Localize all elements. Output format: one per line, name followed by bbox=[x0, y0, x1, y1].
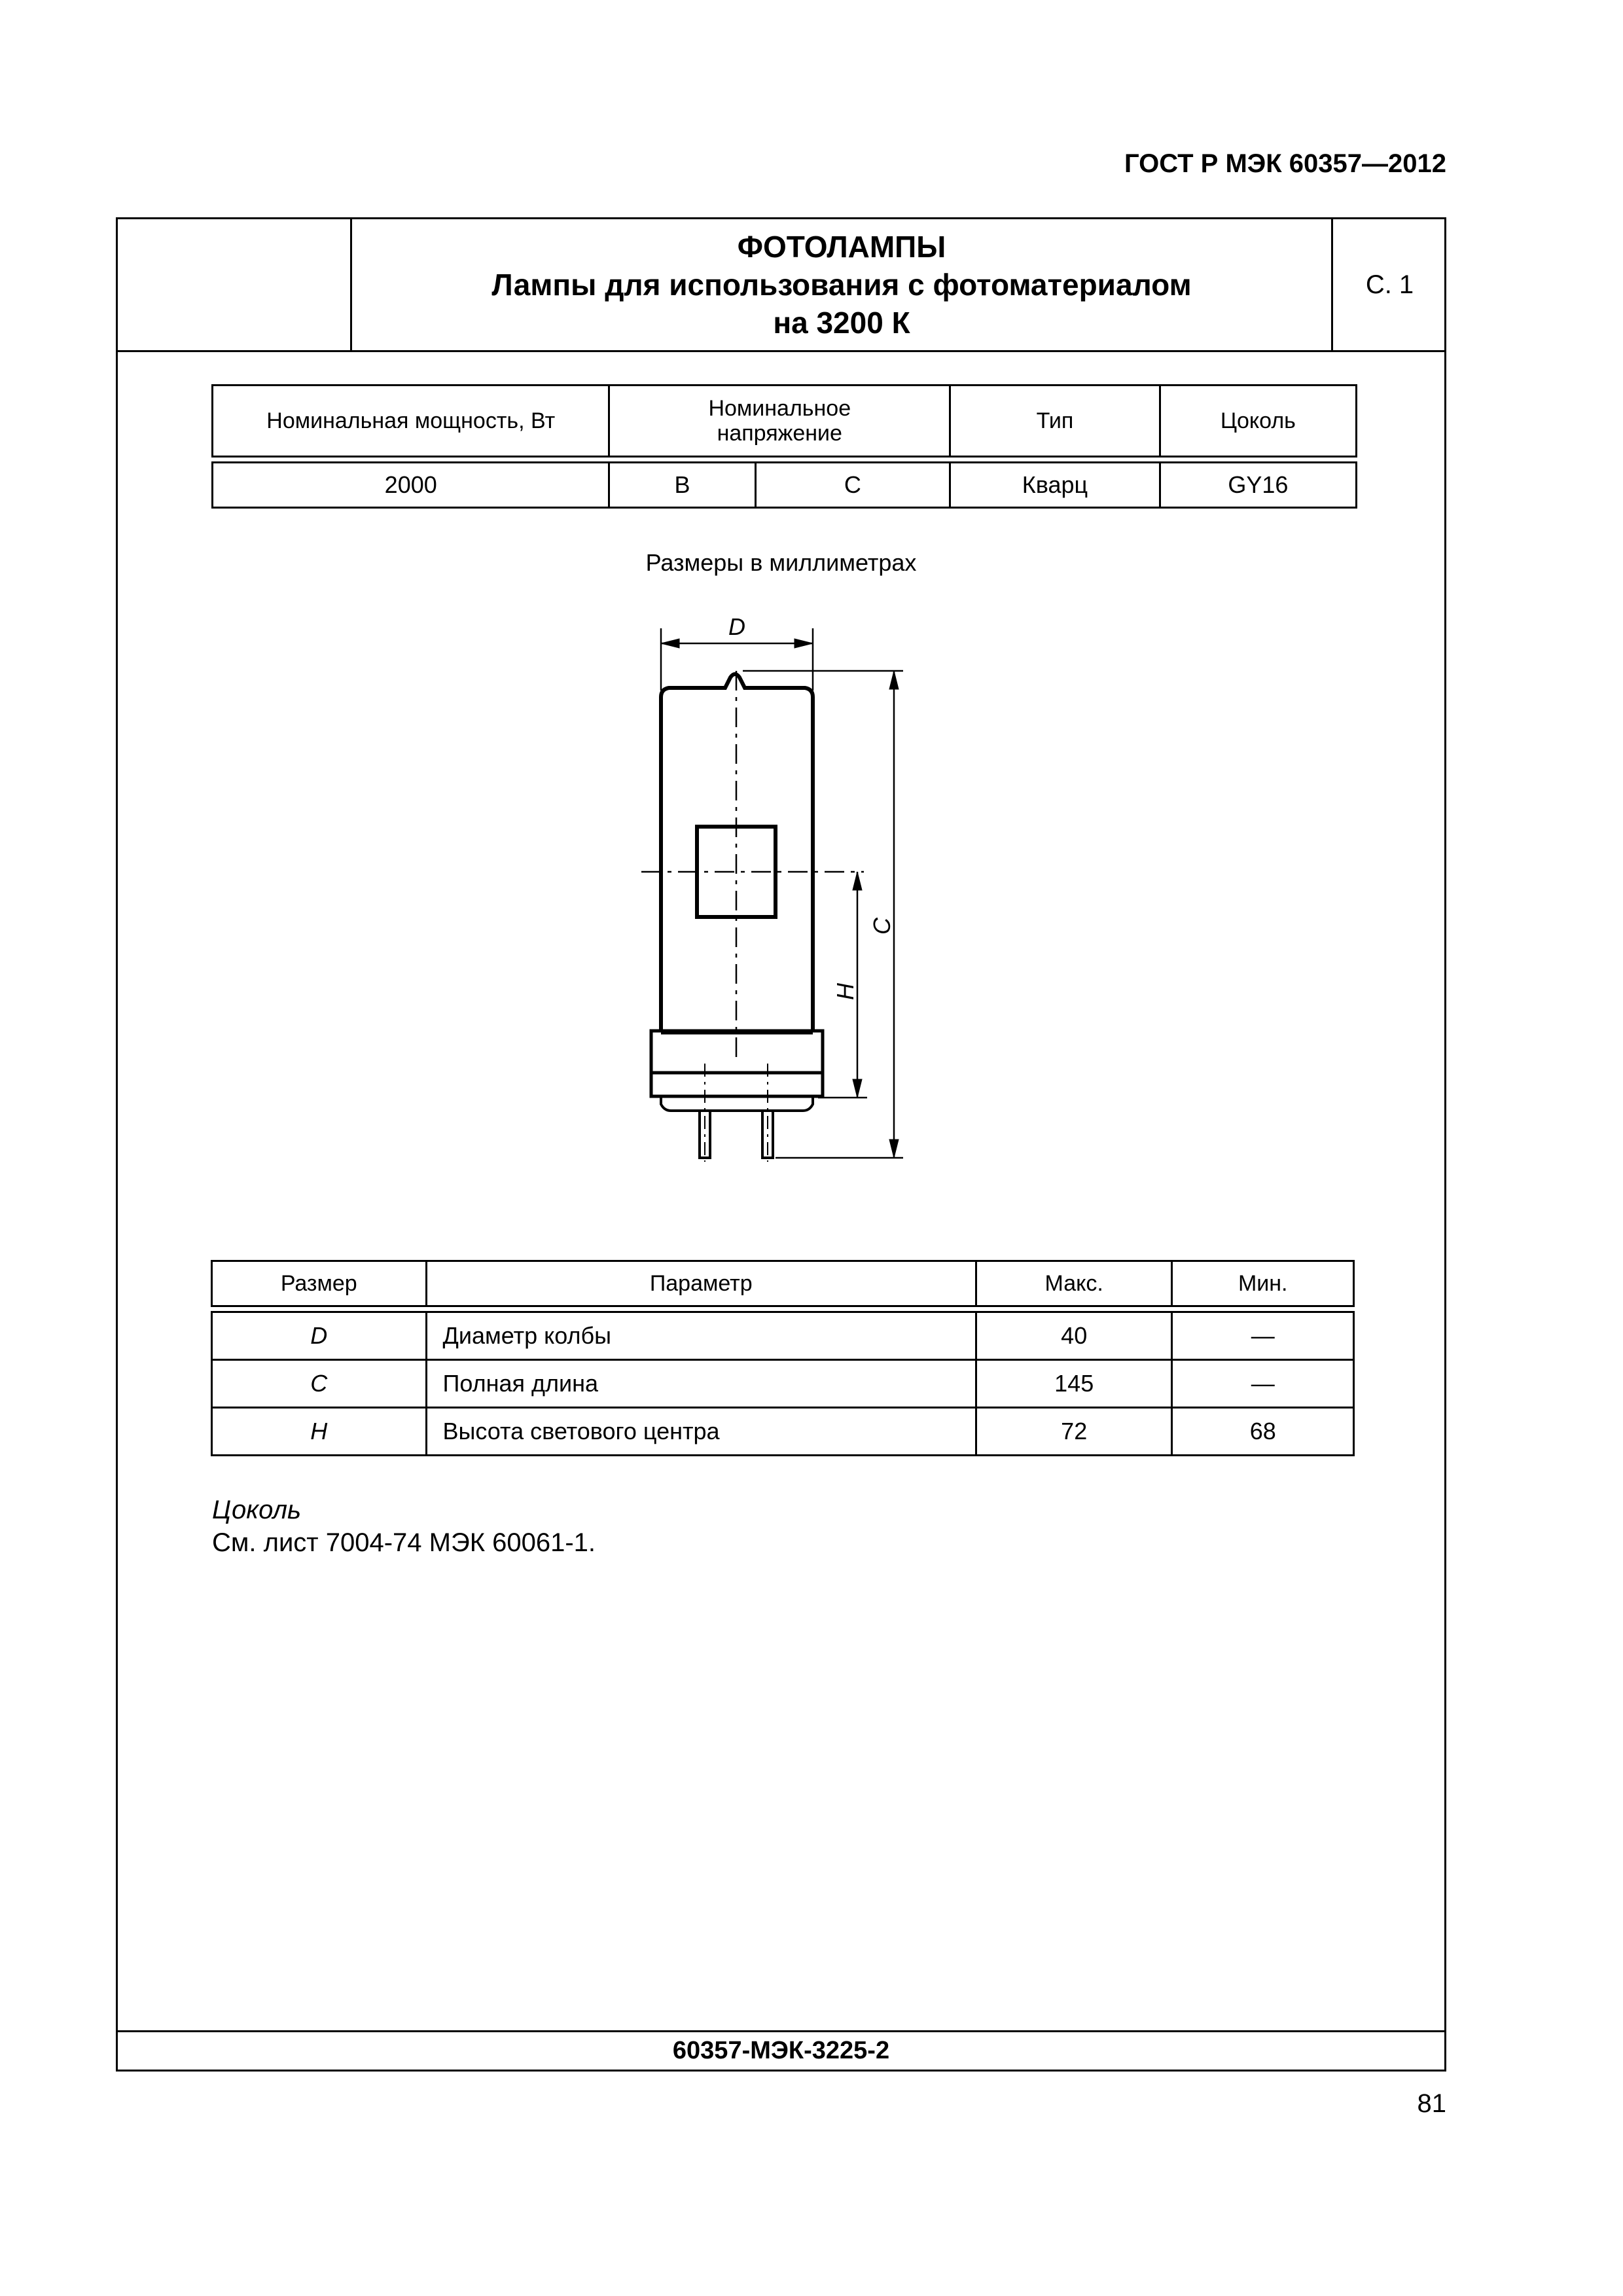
note-text: См. лист 7004-74 МЭК 60061-1. bbox=[212, 1528, 596, 1557]
table-row bbox=[212, 1312, 1354, 1360]
row-param: Полная длина bbox=[426, 1360, 976, 1408]
c-arrow-bottom bbox=[889, 1139, 899, 1158]
specs-value-base: GY16 bbox=[1160, 463, 1356, 508]
lamp-drawing bbox=[118, 219, 1444, 2070]
specs-header-voltage: Номинальное напряжение bbox=[609, 386, 950, 457]
title-line-3: на 3200 К bbox=[773, 306, 910, 340]
h-label: H bbox=[832, 983, 859, 1000]
row-min: — bbox=[1172, 1312, 1354, 1360]
table-row bbox=[212, 1408, 1354, 1456]
title-line-2: Лампы для использования с фотоматериалом bbox=[491, 268, 1192, 302]
c-arrow-top bbox=[889, 671, 899, 689]
d-label: D bbox=[728, 613, 745, 640]
h-arrow-bottom bbox=[853, 1079, 862, 1098]
row-param: Диаметр колбы bbox=[426, 1312, 976, 1360]
row-size: C bbox=[212, 1360, 427, 1408]
drawing-caption: Размеры в миллиметрах bbox=[645, 549, 917, 576]
note-title: Цоколь bbox=[212, 1496, 302, 1524]
dimensions-spacer bbox=[212, 1306, 1354, 1312]
dimensions-header-param: Параметр bbox=[426, 1261, 976, 1306]
sheet-footer-code: 60357-МЭК-3225-2 bbox=[118, 2030, 1444, 2070]
specs-header-type: Тип bbox=[950, 386, 1160, 457]
row-max: 72 bbox=[976, 1408, 1172, 1456]
row-size: H bbox=[212, 1408, 427, 1456]
row-max: 40 bbox=[976, 1312, 1172, 1360]
specs-header-power: Номинальная мощность, Вт bbox=[213, 386, 609, 457]
datasheet-frame bbox=[116, 217, 1446, 2072]
spacer-cell bbox=[212, 1306, 1354, 1312]
title-line-1: ФОТОЛАМПЫ bbox=[737, 230, 946, 264]
document-code: ГОСТ Р МЭК 60357—2012 bbox=[1124, 149, 1446, 178]
d-arrow-left bbox=[661, 639, 679, 648]
specs-value-voltage-c: C bbox=[755, 463, 950, 508]
row-min: 68 bbox=[1172, 1408, 1354, 1456]
dimensions-table bbox=[211, 1260, 1355, 1456]
dimensions-header-size: Размер bbox=[212, 1261, 427, 1306]
specs-value-voltage-b: B bbox=[609, 463, 755, 508]
page-number: 81 bbox=[1417, 2089, 1446, 2118]
table-row bbox=[212, 1360, 1354, 1408]
specs-header-base: Цоколь bbox=[1160, 386, 1356, 457]
dimensions-header-row bbox=[212, 1261, 1354, 1306]
row-size: D bbox=[212, 1312, 427, 1360]
dimensions-header-min: Мин. bbox=[1172, 1261, 1354, 1306]
row-max: 145 bbox=[976, 1360, 1172, 1408]
c-label: C bbox=[868, 918, 895, 935]
sheet-number: С. 1 bbox=[1331, 219, 1446, 350]
dimensions-header-max: Макс. bbox=[976, 1261, 1172, 1306]
specs-value-power: 2000 bbox=[213, 463, 609, 508]
base-lower bbox=[651, 1073, 823, 1096]
row-param: Высота светового центра bbox=[426, 1408, 976, 1456]
h-arrow-top bbox=[853, 872, 862, 890]
base-bottom bbox=[661, 1096, 813, 1111]
d-arrow-right bbox=[794, 639, 813, 648]
row-min: — bbox=[1172, 1360, 1354, 1408]
specs-value-type: Кварц bbox=[950, 463, 1160, 508]
